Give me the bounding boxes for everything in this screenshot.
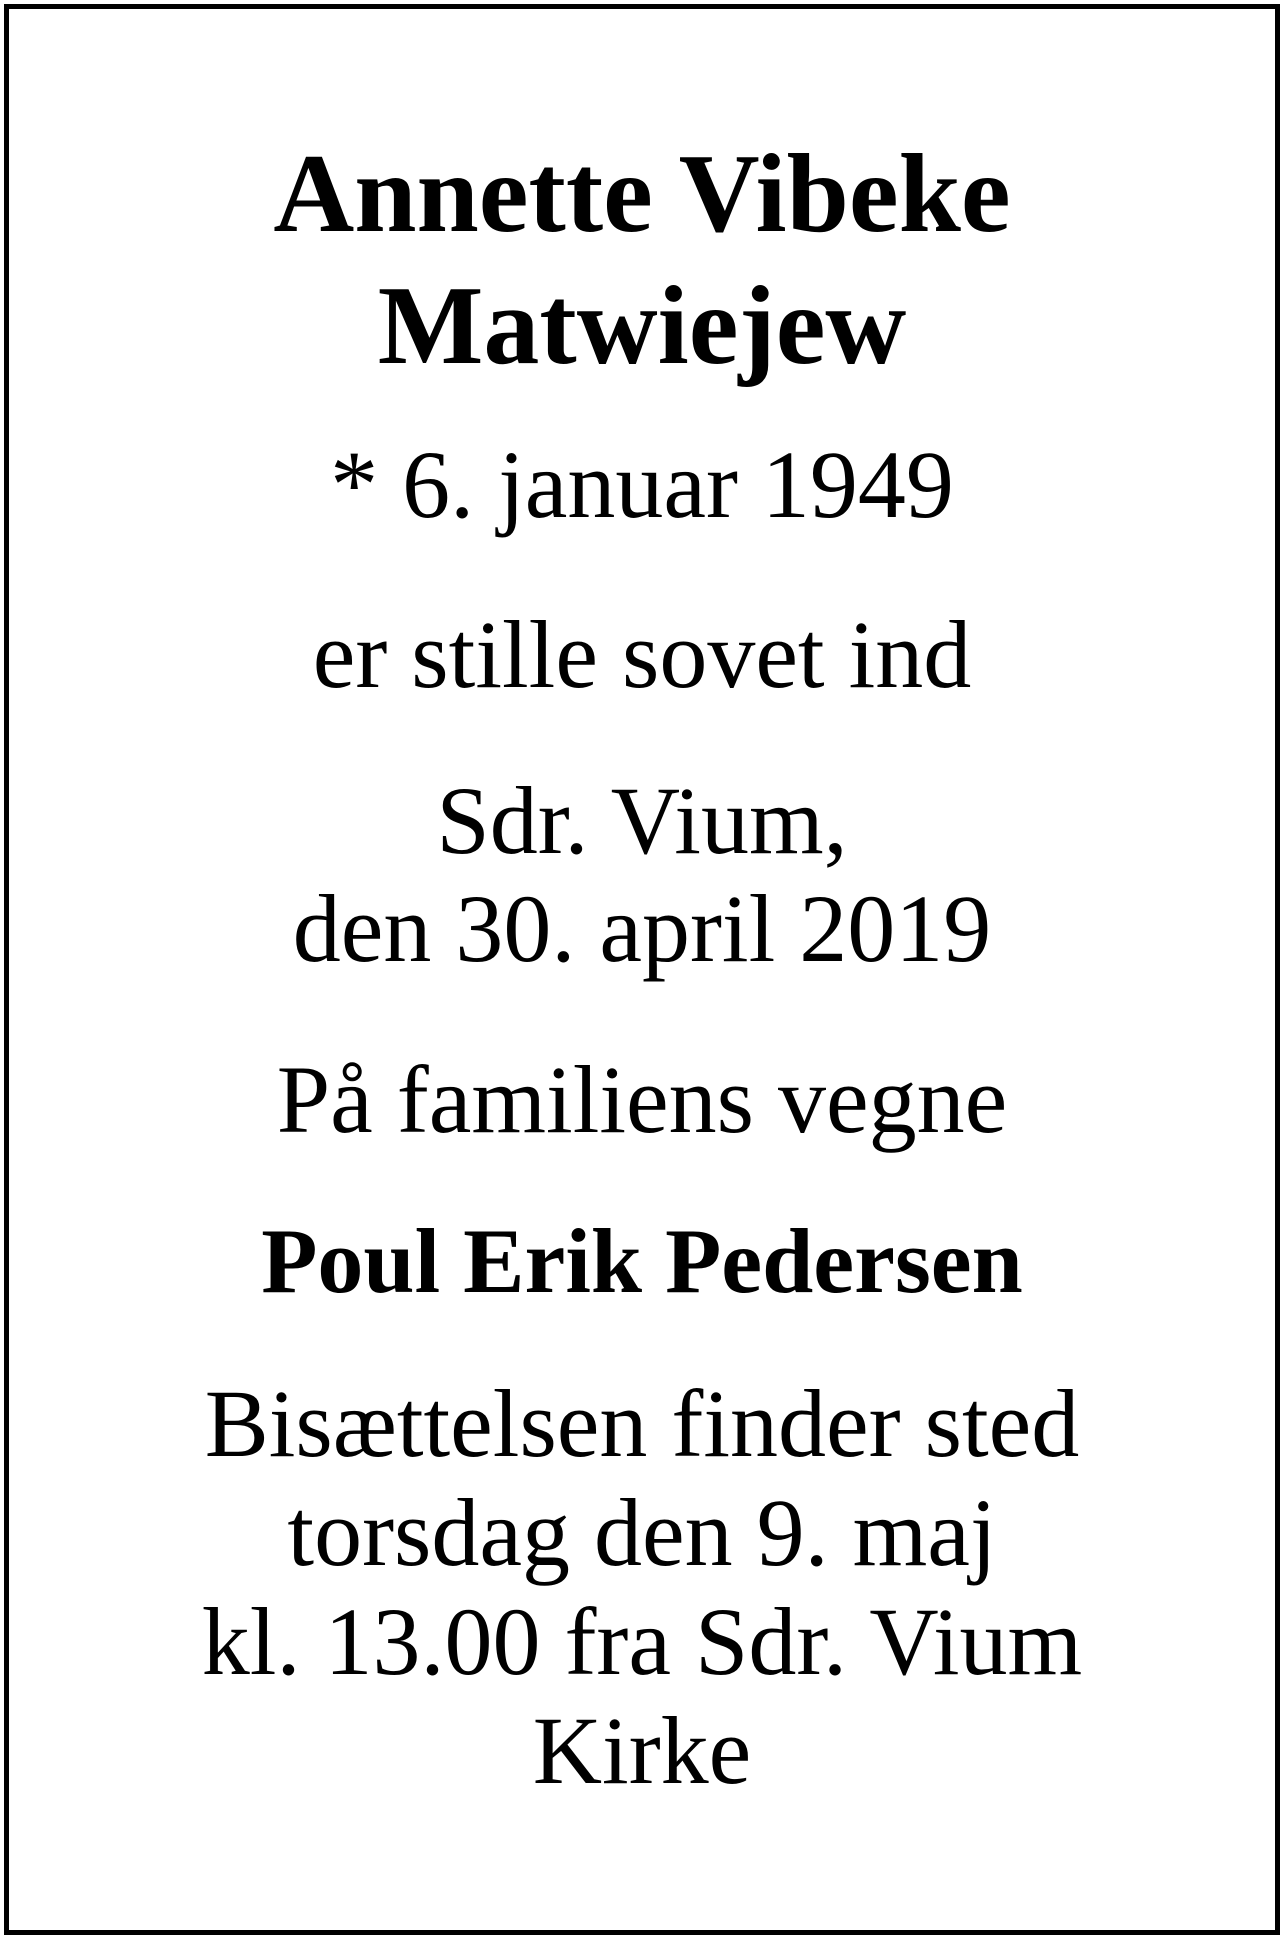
birth-date: * 6. januar 1949 [330, 431, 954, 538]
date-of-death-line: den 30. april 2019 [292, 875, 992, 982]
deceased-name-line-1: Annette Vibeke [273, 132, 1011, 256]
obituary-notice [4, 4, 1280, 1935]
signatory-name: Poul Erik Pedersen [261, 1210, 1023, 1312]
funeral-line-4: Kirke [532, 1697, 752, 1804]
funeral-line-1: Bisættelsen finder sted [204, 1370, 1080, 1477]
place-line: Sdr. Vium, [436, 767, 848, 874]
funeral-line-3: kl. 13.00 fra Sdr. Vium [201, 1588, 1083, 1695]
on-behalf-of-family: På familiens vegne [276, 1046, 1008, 1153]
passing-phrase: er stille sovet ind [312, 601, 972, 708]
deceased-name-line-2: Matwiejew [377, 264, 907, 388]
funeral-line-2: torsdag den 9. maj [287, 1479, 997, 1586]
